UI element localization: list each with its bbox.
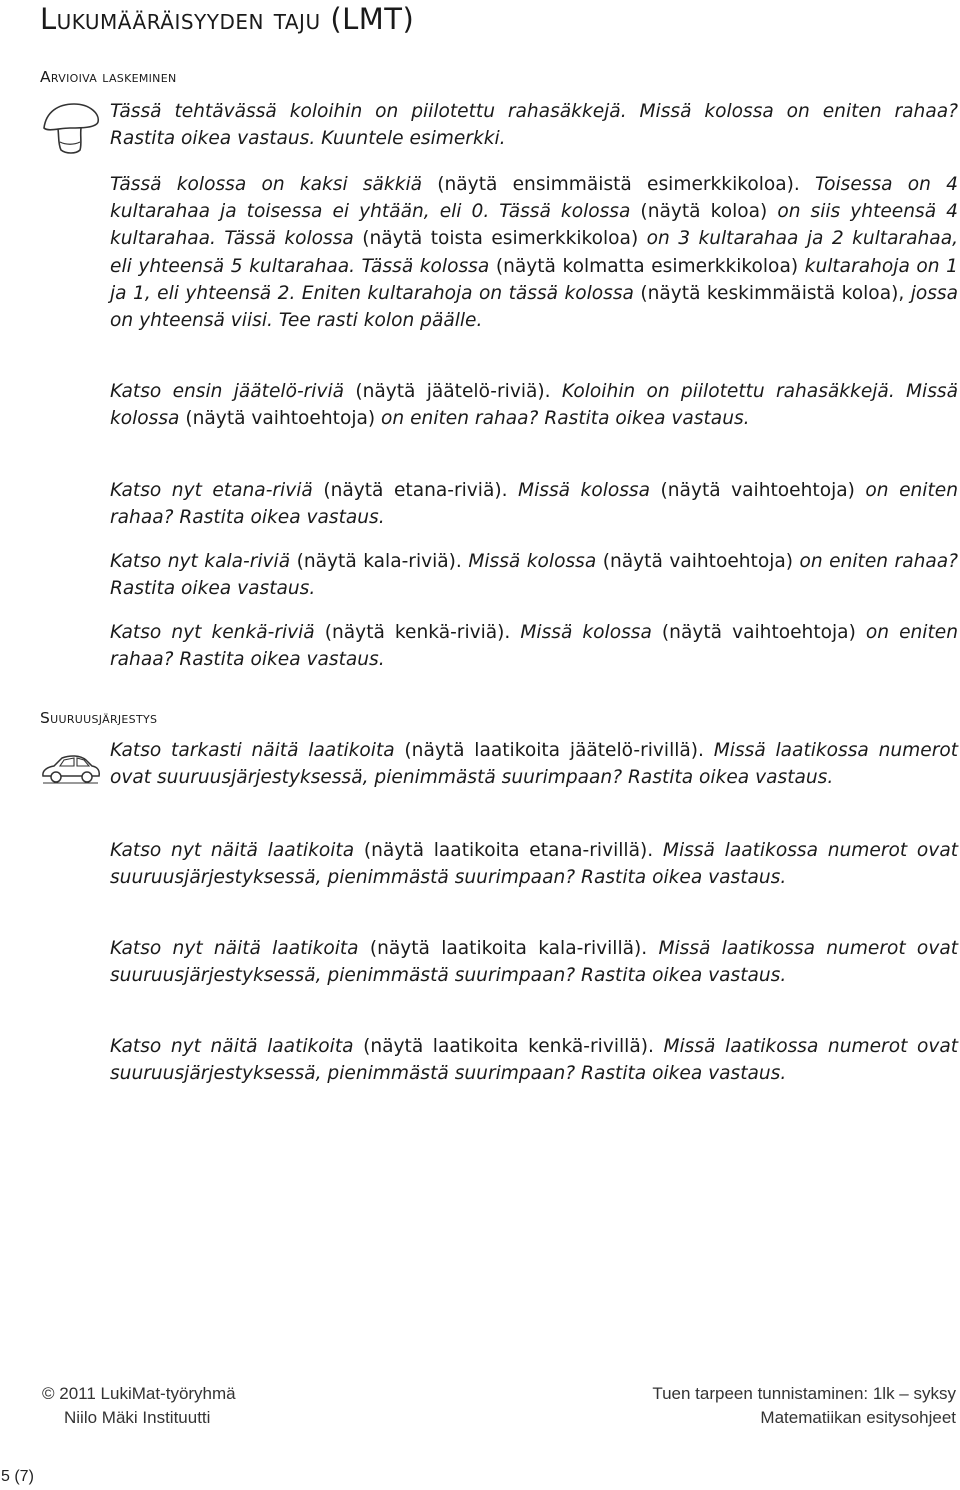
seg: (näytä vaihtoehtoja) — [651, 622, 866, 643]
seg: (näytä laatikoita kala-rivillä). — [358, 938, 659, 959]
seg: (näytä etana-riviä). — [312, 480, 519, 501]
seg: (näytä vaihtoehtoja) — [650, 480, 866, 501]
seg: Katso nyt näitä laatikoita — [110, 840, 355, 861]
seg: (näytä laatikoita jäätelö-rivillä). — [394, 740, 714, 761]
seg: jossa on yhteensä viisi. Tee rasti kolon päälle. — [110, 282, 958, 332]
seg: Katso nyt näitä laatikoita — [110, 1036, 354, 1057]
seg: (näytä vaihtoehtoja) — [596, 551, 800, 572]
seg: (näytä ensimmäistä esimerkkikoloa). — [422, 174, 816, 195]
section-heading-suuruus: Suuruusjärjestys — [40, 709, 158, 727]
page-title-abbrev: (LMT) — [330, 2, 415, 36]
footer-series: Tuen tarpeen tunnistaminen: 1lk – syksy — [652, 1384, 956, 1403]
footer-copyright: © 2011 LukiMat-työryhmä — [42, 1384, 236, 1403]
seg: Missä laatikossa numerot ovat suuruusjärjestyksessä, pienimmästä suurimpaan? Rastita oikea vastaus. — [110, 740, 959, 789]
arvioiva-intro-text: Tässä tehtävässä koloihin on piilotettu rahasäkkejä. Missä kolossa on eniten rahaa? Rastita oikea vastaus. Kuuntele esimerkki. — [110, 101, 958, 150]
seg: Katso nyt näitä laatikoita — [110, 938, 359, 959]
suuruus-etana — [110, 837, 958, 891]
seg: on eniten rahaa? Rastita oikea vastaus. — [110, 622, 958, 671]
arvioiva-etana — [110, 477, 958, 531]
footer-institute: Niilo Mäki Instituutti — [64, 1408, 211, 1427]
footer-left — [42, 1382, 236, 1430]
seg: (näytä koloa) — [630, 201, 778, 223]
seg: on eniten rahaa? Rastita oikea vastaus. — [110, 480, 958, 529]
arvioiva-intro — [110, 98, 958, 152]
footer-right — [652, 1382, 956, 1430]
seg: Katso nyt etana-riviä — [110, 480, 313, 501]
seg: (näytä keskimmäistä koloa), — [633, 282, 911, 304]
arvioiva-kenka — [110, 619, 958, 673]
seg: Katso nyt kenkä-riviä — [110, 622, 315, 643]
car-icon — [40, 752, 102, 788]
page-title — [40, 2, 414, 36]
seg: kultarahoja on 1 ja 1, eli yhteensä 2. Eniten kultarahoja on tässä kolossa — [110, 255, 958, 304]
seg: Missä kolossa — [468, 551, 597, 572]
seg: Missä laatikossa numerot ovat suuruusjärjestyksessä, pienimmästä suurimpaan? Rastita oikea vastaus. — [110, 938, 959, 987]
seg: Katso tarkasti näitä laatikoita — [110, 740, 395, 761]
seg: (näytä laatikoita etana-rivillä). — [354, 840, 663, 861]
seg: Toisessa on 4 kultarahaa ja toisessa ei yhtään, eli 0. Tässä kolossa — [110, 174, 958, 223]
mushroom-icon — [40, 98, 102, 156]
section-heading-arvioiva: Arvioiva laskeminen — [40, 68, 177, 86]
seg: Katso ensin jäätelö-riviä — [110, 381, 345, 402]
seg: Koloihin on piilotettu rahasäkkejä. Missä kolossa — [110, 381, 958, 430]
seg: Missä laatikossa numerot ovat suuruusjärjestyksessä, pienimmästä suurimpaan? Rastita oikea vastaus. — [110, 840, 958, 889]
seg: Katso nyt kala-riviä — [110, 551, 291, 572]
seg: (näytä laatikoita kenkä-rivillä). — [353, 1036, 664, 1057]
arvioiva-example — [110, 171, 958, 334]
suuruus-kenka — [110, 1033, 958, 1087]
seg: (näytä kala-riviä). — [290, 551, 469, 572]
seg: (näytä toista esimerkkikoloa) — [353, 228, 647, 250]
seg: on siis yhteensä 4 kultarahaa. Tässä kolossa — [110, 201, 958, 250]
suuruus-kala — [110, 935, 958, 989]
page-number: 5 (7) — [1, 1468, 34, 1485]
seg: Missä kolossa — [518, 480, 650, 501]
seg: (näytä kolmatta esimerkkikoloa) — [489, 255, 805, 277]
suuruus-jaatelo — [110, 737, 958, 791]
seg: (näytä vaihtoehtoja) — [179, 408, 382, 430]
seg: Missä laatikossa numerot ovat suuruusjärjestyksessä, pienimmästä suurimpaan? Rastita oikea vastaus. — [110, 1036, 959, 1085]
page-title-main: Lukumääräisyyden taju — [40, 2, 321, 36]
seg: Missä kolossa — [520, 622, 652, 643]
arvioiva-jaatelo — [110, 378, 958, 432]
seg: (näytä kenkä-riviä). — [314, 622, 521, 643]
seg: on 3 kultarahaa ja 2 kultarahaa, eli yhteensä 5 kultarahaa. Tässä kolossa — [110, 228, 959, 277]
seg: (näytä jäätelö-riviä). — [344, 381, 562, 402]
seg: on eniten rahaa? Rastita oikea vastaus. — [110, 551, 959, 600]
footer-subject: Matematiikan esitysohjeet — [760, 1408, 956, 1427]
seg: Tässä kolossa on kaksi säkkiä — [110, 174, 423, 195]
seg: on eniten rahaa? Rastita oikea vastaus. — [381, 408, 750, 430]
arvioiva-kala — [110, 548, 958, 602]
